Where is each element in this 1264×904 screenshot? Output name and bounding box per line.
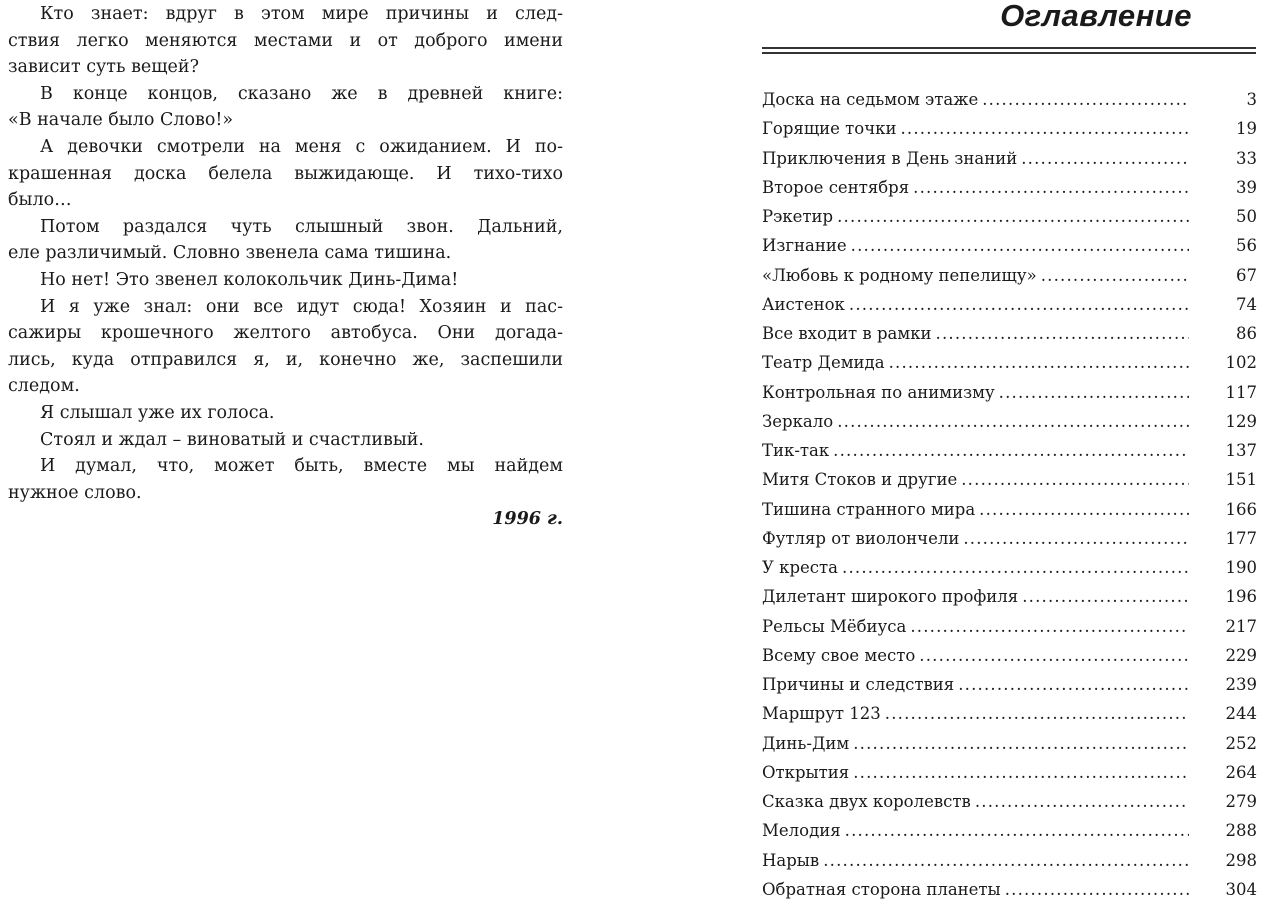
toc-entry-title: Рэкетир	[762, 207, 834, 226]
toc-entry-title: Изгнание	[762, 236, 847, 256]
toc-entry-title: Дилетант широкого профиля	[762, 587, 1019, 607]
toc-entry-title: «Любовь к родному пепелищу»	[762, 265, 1037, 285]
toc-leader-dots	[958, 670, 1189, 699]
toc-entry[interactable]	[762, 758, 1257, 787]
toc-leader-dots	[913, 173, 1189, 202]
toc-leader-dots	[1021, 144, 1189, 173]
toc-leader-dots	[849, 290, 1189, 319]
text-line: ствия легко меняются местами и от доброго имени	[8, 30, 563, 51]
text-line: Стоял и ждал – виноватый и счастливый.	[40, 429, 424, 450]
toc-leader-dots	[823, 846, 1189, 875]
text-line: «В начале было Слово!»	[8, 110, 234, 131]
left-page-text	[8, 1, 563, 533]
text-line: В конце концов, сказано же в древней книге:	[40, 83, 563, 104]
toc-entry-title: У креста	[762, 558, 839, 577]
toc-entry[interactable]	[762, 465, 1257, 494]
toc-leader-dots	[842, 553, 1189, 582]
text-line: Я слышал уже их голоса.	[40, 402, 275, 423]
toc-leader-dots	[853, 729, 1189, 758]
toc-entry-title: Футляр от виолончели	[762, 528, 960, 548]
toc-leader-dots	[853, 758, 1189, 787]
toc-leader-dots	[999, 378, 1189, 407]
toc-entry-page: 3	[1246, 90, 1257, 109]
toc-entry-page: 67	[1236, 265, 1257, 285]
toc-entry-page: 196	[1225, 587, 1257, 607]
toc-entry[interactable]	[762, 85, 1257, 114]
title-rule-bottom	[762, 52, 1256, 54]
toc-entry-page: 217	[1225, 616, 1257, 636]
toc-entry-page: 56	[1236, 236, 1257, 256]
toc-entry[interactable]	[762, 787, 1257, 816]
text-line: И я уже знал: они все идут сюда! Хозяин и пас-	[40, 296, 563, 317]
toc-entry-title: Рельсы Мёбиуса	[762, 616, 907, 636]
toc-entry[interactable]	[762, 816, 1257, 845]
title-rule-top	[762, 47, 1256, 49]
text-line: зависит суть вещей?	[8, 57, 199, 78]
toc-entry-page: 137	[1225, 441, 1257, 460]
text-line: еле различимый. Словно звенела сама тишина.	[8, 243, 452, 264]
toc-entry[interactable]	[762, 290, 1257, 319]
toc-entry[interactable]	[762, 144, 1257, 173]
toc-entry[interactable]	[762, 202, 1257, 231]
toc-leader-dots	[837, 407, 1189, 436]
toc-leader-dots	[919, 641, 1189, 670]
toc-leader-dots	[885, 699, 1189, 728]
toc-entry[interactable]	[762, 582, 1257, 611]
toc-entry-page: 177	[1225, 528, 1257, 548]
toc-entry-title: Контрольная по анимизму	[762, 382, 995, 402]
toc-entry[interactable]	[762, 846, 1257, 875]
date-signature: 1996 г.	[492, 509, 563, 530]
toc-entry-page: 190	[1225, 558, 1257, 577]
toc-leader-dots	[910, 612, 1189, 641]
toc-entry-title: Маршрут 123	[762, 704, 881, 724]
text-line: крашенная доска белела выжидающе. И тихо-тихо	[8, 163, 563, 184]
toc-entry[interactable]	[762, 378, 1257, 407]
text-line: сажиры крошечного желтого автобуса. Они догада-	[8, 323, 563, 344]
toc-entry-page: 151	[1225, 470, 1257, 490]
toc-entry-title: Тик-так	[762, 441, 830, 460]
toc-entry-title: Тишина странного мира	[762, 499, 976, 519]
toc-entry-title: Всему свое место	[762, 645, 916, 665]
toc-leader-dots	[1022, 582, 1189, 611]
toc-entry-page: 39	[1236, 177, 1257, 197]
toc-entry-page: 304	[1225, 879, 1257, 899]
toc-leader-dots	[936, 319, 1189, 348]
toc-leader-dots	[1041, 261, 1189, 290]
toc-entry-title: Аистенок	[762, 294, 845, 314]
toc-entry-page: 102	[1225, 353, 1257, 373]
toc-entry[interactable]	[762, 875, 1257, 904]
toc-entry[interactable]	[762, 524, 1257, 553]
toc-entry-page: 117	[1225, 382, 1257, 402]
toc-entry-title: Приключения в День знаний	[762, 148, 1018, 168]
toc-entry[interactable]	[762, 553, 1257, 582]
toc-entry-page: 129	[1225, 411, 1257, 431]
toc-leader-dots	[851, 231, 1189, 260]
toc-leader-dots	[975, 787, 1189, 816]
toc-leader-dots	[982, 85, 1189, 114]
toc-entry-title: Нарыв	[762, 850, 820, 870]
toc-entry-page: 33	[1236, 148, 1257, 168]
toc-entry-page: 288	[1225, 821, 1257, 841]
toc-entry-page: 74	[1236, 294, 1257, 314]
toc-entry-page: 264	[1225, 762, 1257, 782]
toc-leader-dots	[900, 114, 1189, 143]
toc-leader-dots	[961, 465, 1189, 494]
toc-entry-title: Доска на седьмом этаже	[762, 90, 979, 109]
toc-entry[interactable]	[762, 407, 1257, 436]
toc-entry[interactable]	[762, 495, 1257, 524]
toc-entry-page: 50	[1236, 207, 1257, 226]
toc-entry[interactable]	[762, 319, 1257, 348]
toc-entry-page: 19	[1236, 119, 1257, 139]
toc-entry-title: Все входит в рамки	[762, 324, 932, 343]
toc-leader-dots	[833, 436, 1189, 465]
toc-entry-title: Зеркало	[762, 411, 834, 431]
toc-entry-page: 279	[1225, 792, 1257, 811]
toc-entry-page: 244	[1225, 704, 1257, 724]
table-of-contents	[762, 85, 1257, 904]
toc-entry[interactable]	[762, 114, 1257, 143]
toc-entry[interactable]	[762, 670, 1257, 699]
toc-entry-title: Митя Стоков и другие	[762, 470, 958, 490]
toc-entry-page: 229	[1225, 645, 1257, 665]
toc-entry-title: Театр Демида	[762, 353, 885, 373]
toc-entry[interactable]	[762, 261, 1257, 290]
toc-entry-page: 298	[1225, 850, 1257, 870]
toc-entry-title: Причины и следствия	[762, 675, 955, 694]
toc-entry-title: Второе сентября	[762, 177, 910, 197]
text-line: Потом раздался чуть слышный звон. Дальний,	[40, 216, 563, 237]
toc-entry[interactable]	[762, 641, 1257, 670]
toc-entry-title: Динь-Дим	[762, 733, 850, 753]
toc-leader-dots	[889, 348, 1189, 377]
toc-entry-title: Горящие точки	[762, 119, 897, 139]
toc-title: Оглавление	[1000, 0, 1192, 33]
toc-entry-page: 86	[1236, 324, 1257, 343]
toc-entry[interactable]	[762, 729, 1257, 758]
text-line: Кто знает: вдруг в этом мире причины и след-	[40, 4, 563, 24]
text-line: нужное слово.	[8, 482, 142, 503]
toc-entry[interactable]	[762, 173, 1257, 202]
toc-leader-dots	[837, 202, 1189, 231]
toc-entry-page: 166	[1225, 499, 1257, 519]
toc-entry-page: 252	[1225, 733, 1257, 753]
toc-leader-dots	[979, 495, 1189, 524]
toc-entry-title: Сказка двух королевств	[762, 792, 971, 811]
text-line: было…	[8, 190, 72, 211]
toc-leader-dots	[845, 816, 1189, 845]
toc-entry-page: 239	[1225, 675, 1257, 694]
text-line: лись, куда отправился я, и, конечно же, заспешили	[8, 349, 563, 370]
toc-entry-title: Открытия	[762, 762, 850, 782]
toc-leader-dots	[1005, 875, 1189, 904]
toc-entry[interactable]	[762, 348, 1257, 377]
toc-entry-title: Обратная сторона планеты	[762, 879, 1001, 899]
toc-leader-dots	[963, 524, 1189, 553]
toc-entry[interactable]	[762, 612, 1257, 641]
toc-entry-title: Мелодия	[762, 821, 841, 841]
text-line: И думал, что, может быть, вместе мы найдем	[40, 456, 563, 477]
toc-entry[interactable]	[762, 231, 1257, 260]
text-line: Но нет! Это звенел колокольчик Динь-Дима!	[40, 269, 459, 290]
toc-entry[interactable]	[762, 436, 1257, 465]
text-line: А девочки смотрели на меня с ожиданием. И по-	[40, 136, 563, 157]
toc-entry[interactable]	[762, 699, 1257, 728]
text-line: следом.	[8, 376, 80, 397]
